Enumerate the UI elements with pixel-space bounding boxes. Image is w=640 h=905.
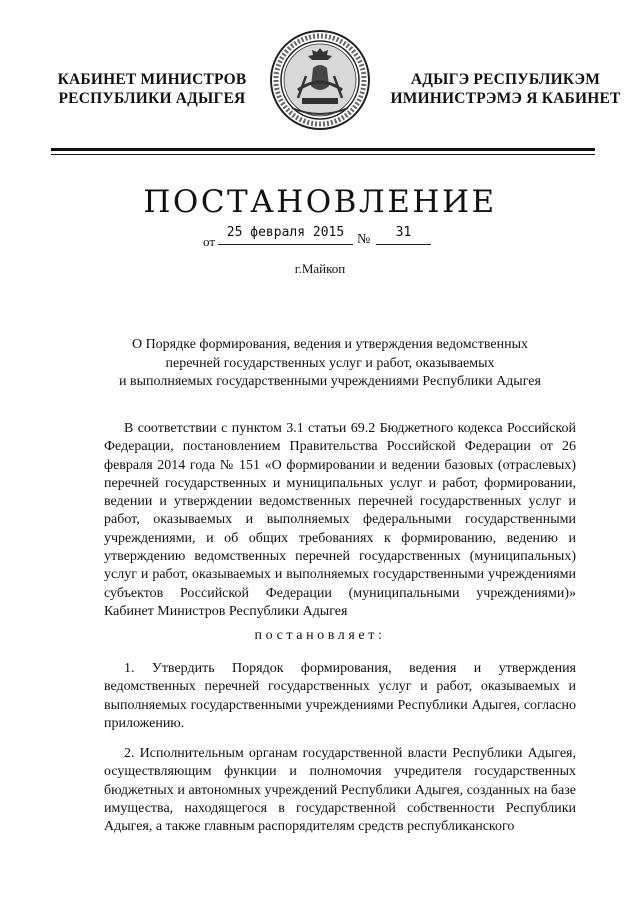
header-right [388, 70, 623, 108]
date-underline [218, 244, 353, 245]
item-2-text: 2. Исполнительным органам государственной власти Республики Адыгея, осуществляющим функции и полномочия учредителя государственных бюджетных и автономных учреждений Республики Адыгея, созданных на базе имущества, находящегося в государственной собственности Республики Адыгея, а также главным распорядителям средств республиканского [104, 746, 576, 835]
dateline-prefix: от [203, 234, 216, 249]
preamble-paragraph [104, 420, 576, 621]
city: г.Майкоп [294, 261, 346, 276]
item-1-paragraph [104, 660, 576, 733]
header-divider-thick [51, 148, 595, 151]
header-left-line1: КАБИНЕТ МИНИСТРОВ [57, 71, 247, 88]
item-2-paragraph [104, 745, 576, 836]
header-divider-thin [51, 154, 595, 155]
header-right-line1: АДЫГЭ РЕСПУБЛИКЭМ [410, 71, 601, 88]
coat-of-arms-emblem [268, 28, 372, 132]
document-date: 25 февраля 2015 [226, 225, 345, 240]
item-1-text: 1. Утвердить Порядок формирования, ведения и утверждения ведомственных перечней государственных услуг и работ, оказываемых и выполняемых государственными учреждениями Республики Адыгея, согласно приложению. [104, 661, 576, 731]
dateline [203, 225, 443, 249]
number-underline [376, 244, 431, 245]
subject-line: О Порядке формирования, ведения и утверждения ведомственных [131, 337, 529, 352]
subject-line: и выполняемых государственными учреждениями Республики Адыгея [119, 374, 541, 389]
header-left-line2: РЕСПУБЛИКИ АДЫГЕЯ [58, 90, 246, 107]
decree-word: постановляет: [254, 628, 386, 643]
document-title: ПОСТАНОВЛЕНИЕ [143, 184, 497, 220]
header-left [52, 70, 252, 108]
preamble-text: В соответствии с пунктом 3.1 статьи 69.2 Бюджетного кодекса Российской Федерации, постановлением Правительства Российской Федерации от 26 февраля 2014 года № 151 «О формировании и ведении базовых (отраслевых) перечней государственных и муниципальных услуг и работ, формировании, ведении и утверждении ведомственных перечней государственных услуг и работ, оказываемых и выполняемых федеральными государственными учреждениями, и об общих требованиях к формированию, ведению и утверждению ведомственных перечней государственных (муниципальных) услуг и работ, оказываемых и выполняемых государственными учреждениями субъектов Российской Федерации (муниципальными учреждениями)» Кабинет Министров Республики Адыгея [104, 421, 576, 619]
header-right-line2: ИМИНИСТРЭМЭ Я КАБИНЕТ [390, 90, 621, 107]
number-sign: № [357, 232, 371, 247]
document-subject [100, 336, 560, 392]
subject-line: перечней государственных услуг и работ, оказываемых [165, 355, 495, 371]
document-number: 31 [395, 225, 412, 240]
